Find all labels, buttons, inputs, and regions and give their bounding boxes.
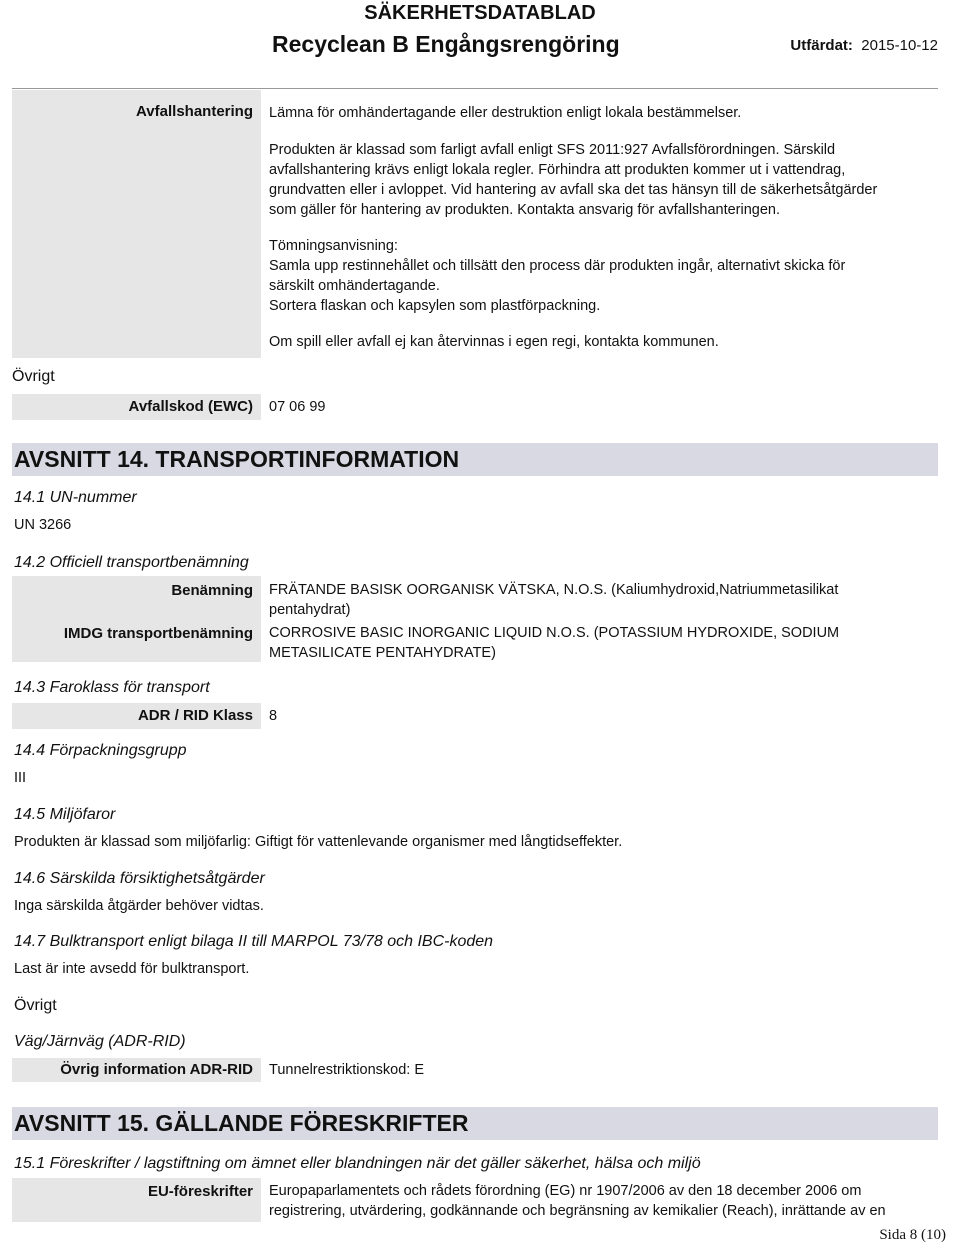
- issue-date-label: Utfärdat:: [790, 37, 853, 54]
- regulations-subheading: 15.1 Föreskrifter / lagstiftning om ämnet eller blandningen när det gäller säkerhet, hälsa och miljö: [14, 1155, 701, 1172]
- document-title: SÄKERHETSDATABLAD: [364, 2, 596, 24]
- imdg-value: [269, 623, 839, 663]
- text-line: som gäller för hantering av produkten. Kontakta ansvarig för avfallshanteringen.: [269, 202, 781, 218]
- issue-date-value: 2015-10-12: [861, 37, 938, 54]
- road-rail-heading: Väg/Järnväg (ADR-RID): [14, 1033, 186, 1050]
- hazard-class-heading: 14.3 Faroklass för transport: [14, 679, 210, 696]
- text-line: Tömningsanvisning:: [269, 238, 398, 254]
- text-line: särskilt omhändertagande.: [269, 278, 440, 294]
- class-value: 8: [269, 708, 278, 724]
- eu-regulations-text: [269, 1181, 886, 1221]
- precautions-text: Inga särskilda åtgärder behöver vidtas.: [14, 898, 264, 914]
- page-number: Sida 8 (10): [879, 1227, 946, 1243]
- waste-label: Avfallshantering: [136, 103, 253, 120]
- waste-paragraph-3: [269, 236, 845, 316]
- waste-label-column: [12, 90, 261, 358]
- adr-info-label: Övrig information ADR-RID: [60, 1061, 253, 1078]
- packing-group-value: III: [14, 770, 27, 786]
- text-line: CORROSIVE BASIC INORGANIC LIQUID N.O.S. (POTASSIUM HYDROXIDE, SODIUM: [269, 625, 840, 641]
- environment-text: Produkten är klassad som miljöfarlig: Giftigt för vattenlevande organismer med långtidseffekter.: [14, 834, 623, 850]
- waste-other-heading: Övrigt: [12, 368, 55, 385]
- shipping-name-label: Benämning: [171, 582, 253, 599]
- un-number-value: UN 3266: [14, 517, 72, 533]
- transport-other-heading: Övrigt: [14, 997, 57, 1014]
- environment-heading: 14.5 Miljöfaror: [14, 806, 116, 823]
- text-line: Produkten är klassad som farligt avfall enligt SFS 2011:927 Avfallsförordningen. Särskild: [269, 142, 836, 158]
- waste-paragraph-4: Om spill eller avfall ej kan återvinnas i egen regi, kontakta kommunen.: [269, 334, 719, 350]
- text-line: Sortera flaskan och kapsylen som plastförpackning.: [269, 298, 601, 314]
- eu-regulations-label: EU-föreskrifter: [147, 1183, 253, 1200]
- un-number-heading: 14.1 UN-nummer: [14, 489, 137, 506]
- issue-date: [790, 37, 938, 54]
- imdg-label: IMDG transportbenämning: [63, 625, 253, 642]
- precautions-heading: 14.6 Särskilda försiktighetsåtgärder: [14, 870, 265, 887]
- text-line: grundvatten eller i avloppet. Vid hantering av avfall ska det tas hänsyn till de säkerhetsåtgärder: [269, 182, 878, 198]
- packing-group-heading: 14.4 Förpackningsgrupp: [14, 742, 187, 759]
- adr-info-value: Tunnelrestriktionskod: E: [269, 1062, 425, 1078]
- text-line: Europaparlamentets och rådets förordning (EG) nr 1907/2006 av den 18 december 2006 om: [269, 1183, 862, 1199]
- text-line: METASILICATE PENTAHYDRATE): [269, 645, 496, 661]
- waste-paragraph-1: Lämna för omhändertagande eller destruktion enligt lokala bestämmelser.: [269, 105, 742, 121]
- ewc-value: 07 06 99: [269, 399, 326, 415]
- section-15-heading: AVSNITT 15. GÄLLANDE FÖRESKRIFTER: [12, 1107, 938, 1140]
- text-line: pentahydrat): [269, 602, 351, 618]
- shipping-name-heading: 14.2 Officiell transportbenämning: [14, 554, 249, 571]
- product-name: Recyclean B Engångsrengöring: [272, 31, 620, 57]
- waste-paragraph-2: [269, 140, 877, 220]
- ewc-label: Avfallskod (EWC): [128, 398, 253, 415]
- text-line: FRÄTANDE BASISK OORGANISK VÄTSKA, N.O.S. (Kaliumhydroxid,Natriummetasilikat: [269, 582, 839, 598]
- class-label: ADR / RID Klass: [137, 707, 253, 724]
- bulk-transport-text: Last är inte avsedd för bulktransport.: [14, 961, 250, 977]
- bulk-transport-heading: 14.7 Bulktransport enligt bilaga II till MARPOL 73/78 och IBC-koden: [14, 933, 494, 950]
- header-divider: [12, 88, 938, 89]
- text-line: registrering, utvärdering, godkännande och begränsning av kemikalier (Reach), inrättande av en: [269, 1203, 886, 1219]
- text-line: avfallshantering krävs enligt lokala regler. Förhindra att produkten kommer ut i vattendrag,: [269, 162, 846, 178]
- section-14-heading: AVSNITT 14. TRANSPORTINFORMATION: [12, 443, 938, 476]
- text-line: Samla upp restinnehållet och tillsätt den process där produkten ingår, alternativt skicka för: [269, 258, 846, 274]
- shipping-name-value: [269, 580, 838, 620]
